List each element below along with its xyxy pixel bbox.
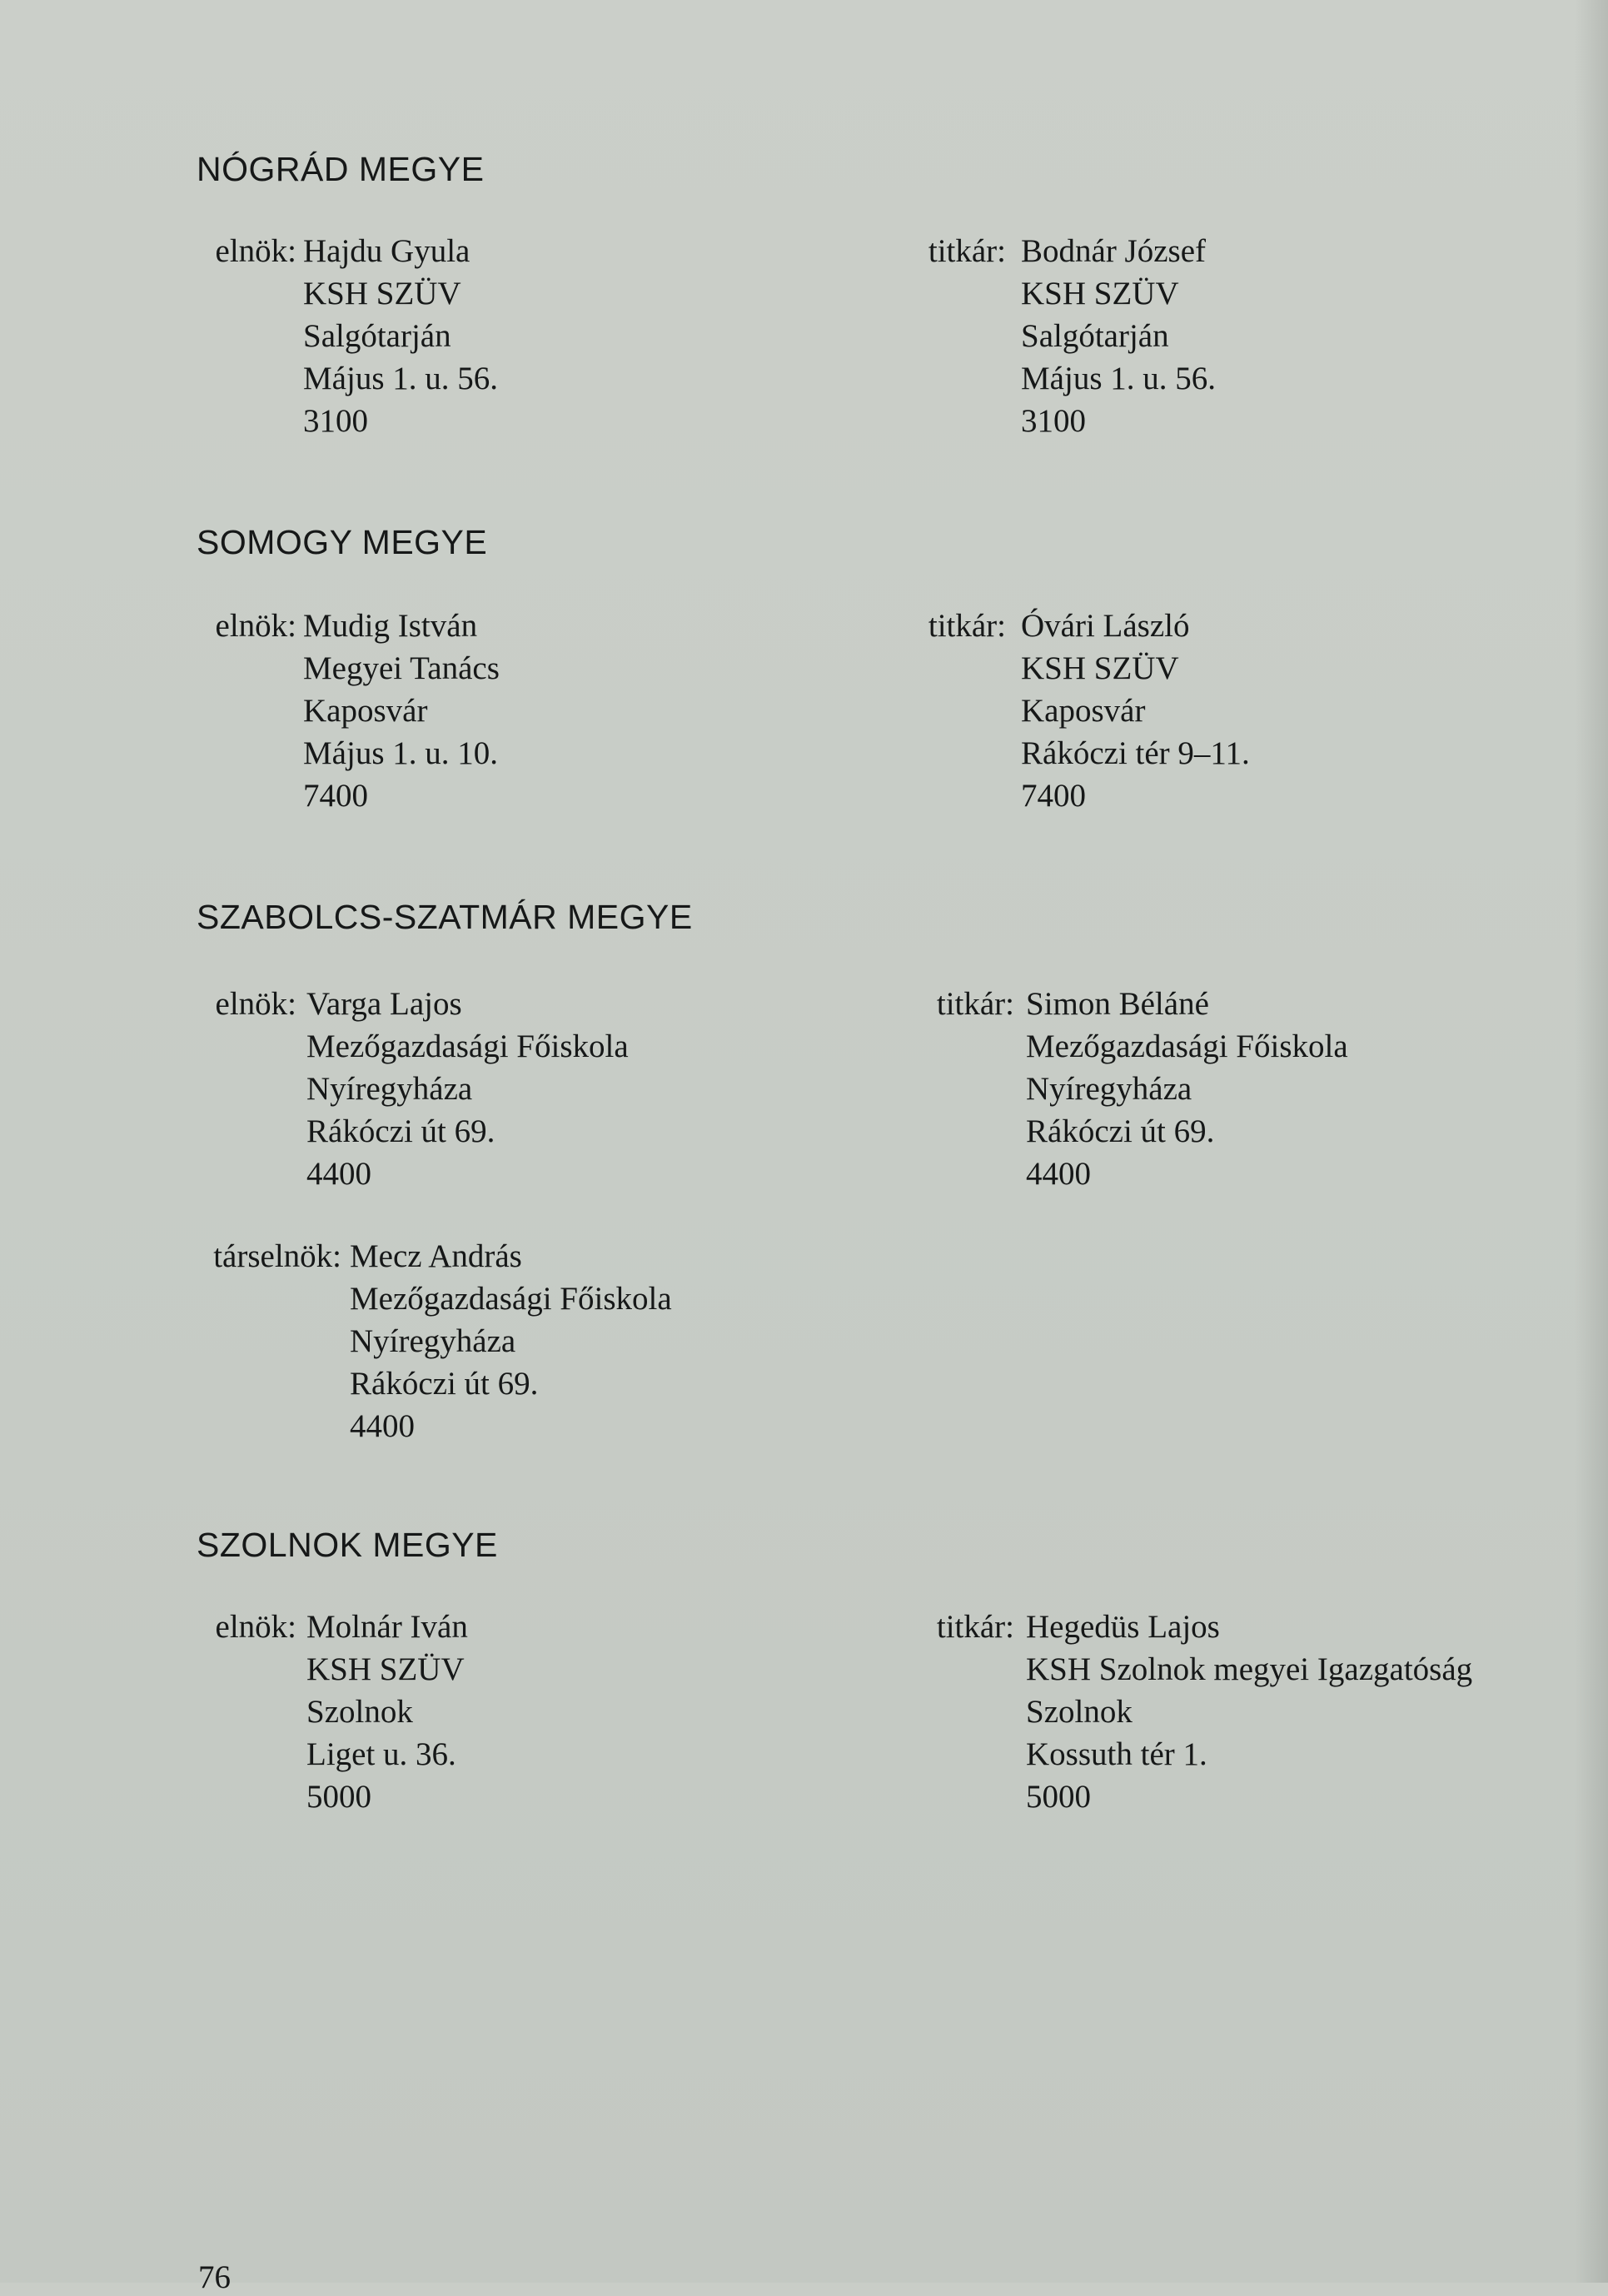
institution: Mezőgazdasági Főiskola [306,1028,629,1064]
street-address: Május 1. u. 56. [1021,361,1216,396]
postal-code: 4400 [1026,1156,1091,1192]
city: Szolnok [1026,1694,1133,1730]
institution: KSH Szolnok megyei Igazgatóság [1026,1651,1473,1687]
address-lines [350,1235,672,1447]
postal-code: 5000 [306,1779,371,1815]
city: Szolnok [306,1694,413,1730]
street-address: Május 1. u. 56. [303,361,498,396]
institution: KSH SZÜV [303,276,461,311]
city: Nyíregyháza [306,1071,473,1107]
person-name: Mudig István [303,608,478,644]
street-address: Rákóczi út 69. [1026,1113,1215,1149]
city: Salgótarján [1021,318,1169,354]
role-label: elnök: [215,608,296,644]
role-label: titkár: [936,986,1014,1022]
institution: KSH SZÜV [1021,650,1179,686]
address-lines [1026,983,1348,1195]
page-number: 76 [198,2259,231,2295]
street-address: Rákóczi tér 9–11. [1021,735,1250,771]
person-name: Óvári László [1021,608,1190,644]
postal-code: 4400 [350,1408,415,1444]
address-lines [306,1606,468,1818]
address-lines [1026,1606,1472,1818]
role-label: elnök: [215,233,296,269]
street-address: Május 1. u. 10. [303,735,498,771]
city: Salgótarján [303,318,451,354]
role-label: társelnök: [213,1238,341,1274]
institution: Mezőgazdasági Főiskola [1026,1028,1348,1064]
address-lines [303,605,500,817]
page-edge-shadow [1575,0,1608,2283]
city: Nyíregyháza [350,1323,516,1359]
postal-code: 7400 [1021,778,1086,814]
role-label: titkár: [928,608,1006,644]
institution: KSH SZÜV [1021,276,1179,311]
postal-code: 4400 [306,1156,371,1192]
section-title-somogy: SOMOGY MEGYE [197,523,488,561]
person-name: Varga Lajos [306,986,462,1022]
role-label: titkár: [936,1609,1014,1645]
institution: Megyei Tanács [303,650,500,686]
person-name: Hajdu Gyula [303,233,470,269]
role-label: elnök: [215,1609,296,1645]
person-name: Bodnár József [1021,233,1207,269]
section-title-szabolcs: SZABOLCS-SZATMÁR MEGYE [197,898,693,936]
street-address: Kossuth tér 1. [1026,1736,1207,1772]
city: Kaposvár [303,693,428,729]
institution: KSH SZÜV [306,1651,465,1687]
address-lines [1021,230,1216,442]
section-title-nograd: NÓGRÁD MEGYE [197,150,485,188]
address-lines [306,983,629,1195]
address-lines [1021,605,1250,817]
institution: Mezőgazdasági Főiskola [350,1281,672,1317]
postal-code: 7400 [303,778,368,814]
street-address: Rákóczi út 69. [306,1113,495,1149]
city: Kaposvár [1021,693,1146,729]
person-name: Molnár Iván [306,1609,468,1645]
person-name: Mecz András [350,1238,522,1274]
street-address: Liget u. 36. [306,1736,456,1772]
section-title-szolnok: SZOLNOK MEGYE [197,1526,498,1564]
person-name: Hegedüs Lajos [1026,1609,1220,1645]
role-label: elnök: [215,986,296,1022]
address-lines [303,230,498,442]
role-label: titkár: [928,233,1006,269]
postal-code: 3100 [303,403,368,439]
postal-code: 5000 [1026,1779,1091,1815]
city: Nyíregyháza [1026,1071,1192,1107]
street-address: Rákóczi út 69. [350,1366,539,1402]
postal-code: 3100 [1021,403,1086,439]
person-name: Simon Béláné [1026,986,1209,1022]
